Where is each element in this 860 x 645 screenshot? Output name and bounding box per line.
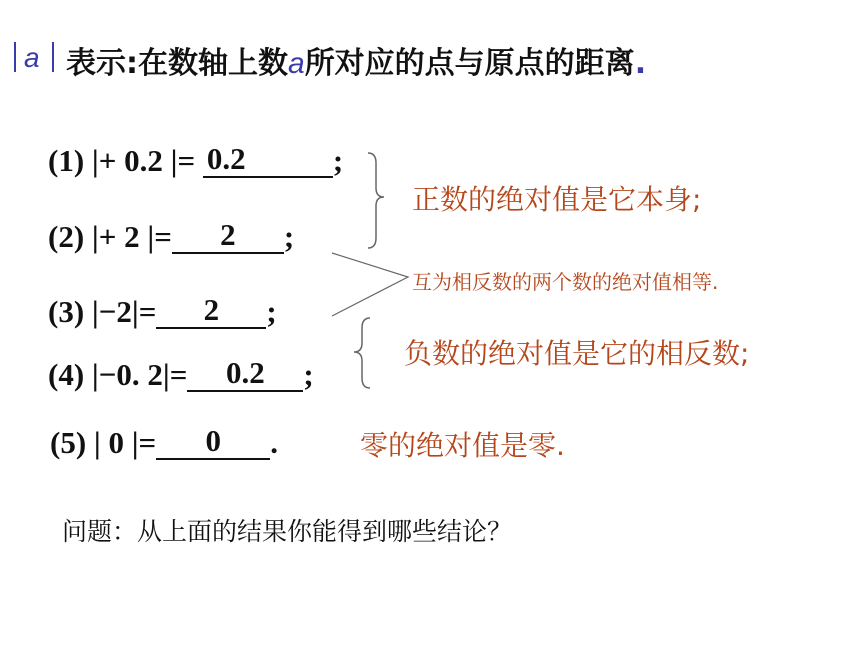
remark-negative: 负数的绝对值是它的相反数; xyxy=(404,337,750,370)
exercise-3-suffix: ; xyxy=(266,294,277,329)
exercise-5-suffix: . xyxy=(270,425,278,460)
exercise-2-suffix: ; xyxy=(283,219,295,254)
brace-negative-icon xyxy=(354,318,370,388)
remark-opposite: 互为相反数的两个数的绝对值相等. xyxy=(412,270,719,294)
brace-positive-icon xyxy=(368,153,384,248)
exercise-3-answer: 2 xyxy=(203,292,220,327)
remark-positive: 正数的绝对值是它本身; xyxy=(412,183,702,216)
exercise-1-prefix: (1) |+ 0.2 |= xyxy=(48,143,203,178)
exercise-5-answer: 0 xyxy=(205,423,221,458)
exercise-5-prefix: (5) | 0 |= xyxy=(50,425,157,460)
exercise-4-prefix: (4) |−0. 2|= xyxy=(48,357,188,392)
exercise-2-answer: 2 xyxy=(220,217,236,252)
exercise-1-answer: 0.2 xyxy=(206,141,246,176)
header-text-before: 表示:在数轴上数 xyxy=(66,46,288,81)
exercise-4-answer: 0.2 xyxy=(226,355,265,390)
header-text-after: 所对应的点与原点的距离 xyxy=(304,46,635,81)
header-period: . xyxy=(634,46,647,81)
question-text: 问题：从上面的结果你能得到哪些结论？ xyxy=(62,517,513,546)
header-symbol: a xyxy=(24,42,40,73)
connector-lines-icon xyxy=(332,253,408,316)
exercise-2-prefix: (2) |+ 2 |= xyxy=(48,219,172,254)
exercise-1-suffix: ; xyxy=(332,143,344,178)
exercise-3-prefix: (3) |−2|= xyxy=(48,294,157,329)
header-symbol-inline: a xyxy=(288,47,305,80)
exercise-4-suffix: ; xyxy=(303,357,314,392)
remark-zero: 零的绝对值是零. xyxy=(360,429,565,462)
